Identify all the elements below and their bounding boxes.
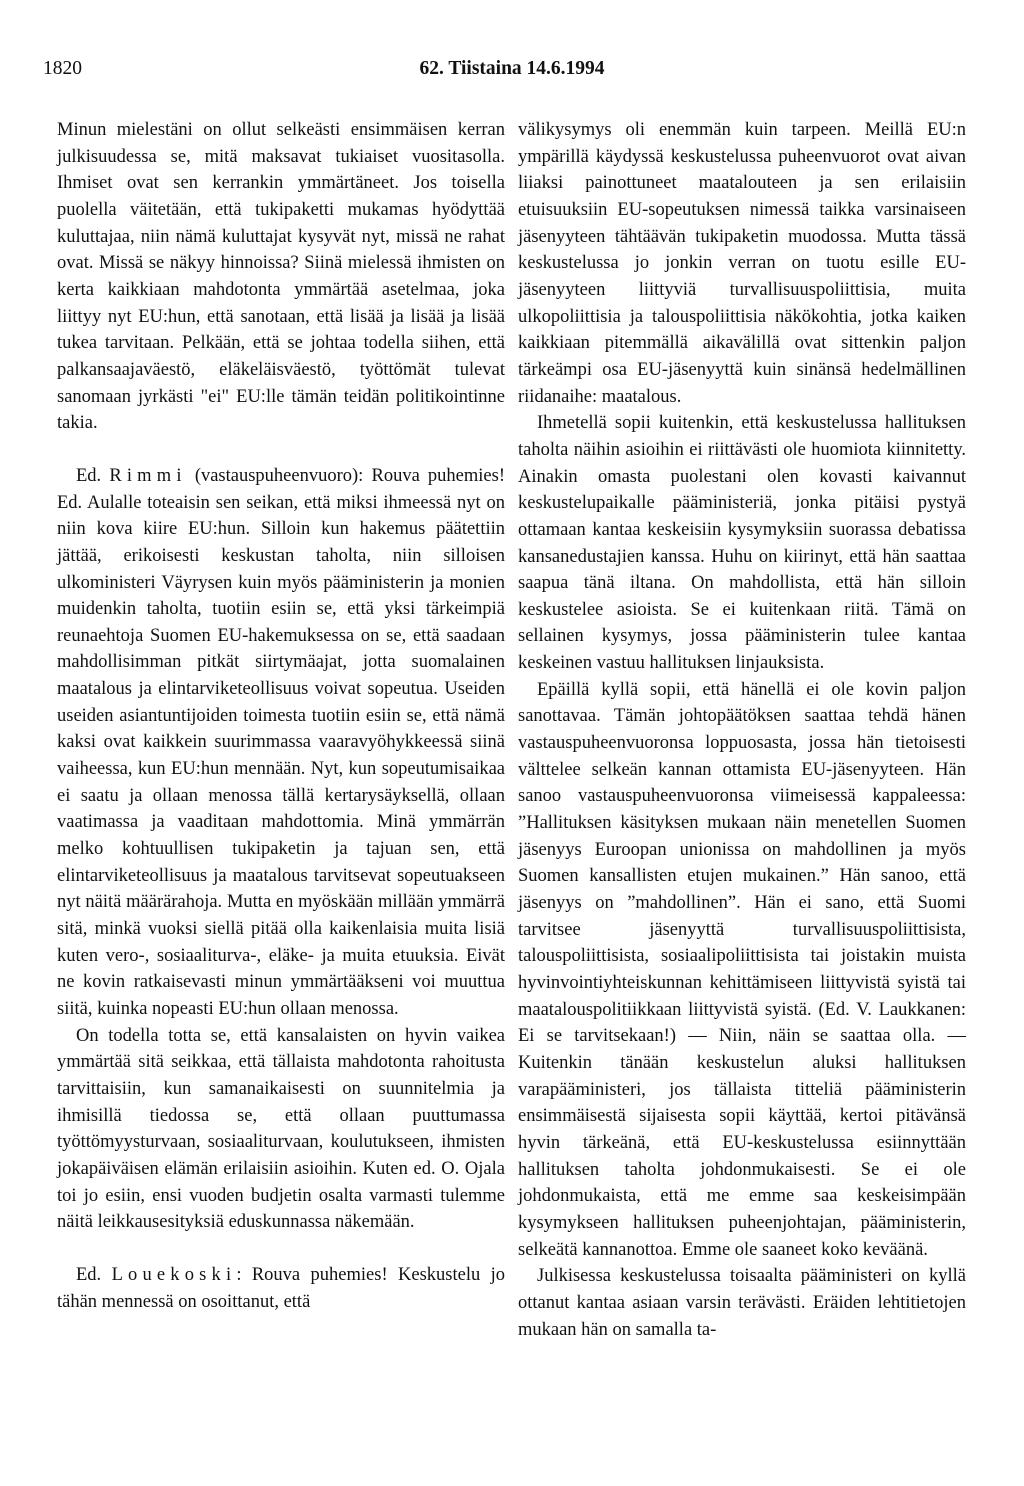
page-number: 1820 <box>43 58 82 79</box>
speaker-name: Louekoski <box>111 1264 237 1285</box>
paragraph: On todella totta se, että kansalaisten on hyvin vaikea ymmärtää sitä seikkaa, että tällaista mahdotonta rahoitusta tarvittaisiin, kun samanaikaisesti on suunnitelmia ja ihmisillä tiedossa se, että ollaan puuttumassa työttömyysturvaan, sosiaaliturvaan, koulutukseen, ihmisten jokapäiväisen elämän erilaisiin asioihin. Kuten ed. O. Ojala toi jo esiin, ensi vuoden budjetin osalta varmasti tulemme näitä leikkausesityksiä eduskunnassa näkemään. <box>57 1025 505 1233</box>
paragraph-gap <box>57 1236 505 1262</box>
paragraph: Julkisessa keskustelussa toisaalta pääministeri on kyllä ottanut kantaa asiaan varsin terävästi. Eräiden lehtitietojen mukaan hän on samalla ta- <box>518 1266 966 1340</box>
speech-paragraph <box>57 463 505 1023</box>
paragraph: välikysymys oli enemmän kuin tarpeen. Meillä EU:n ympärillä käydyssä keskustelussa puheenvuorot ovat aivan liiaksi painottuneet maatalouteen ja sen erilaisiin etuisuuksiin EU-sopeutuksen nimessä taikka varsinaiseen jäsenyyteen tähtäävän tukipaketin muodossa. Mutta tässä keskustelussa jo jonkin verran on tuotu esille EU-jäsenyyteen liittyviä turvallisuuspoliittisia, muita ulkopoliittisia ja talouspoliittisia näkökohtia, jotka kaiken kaikkiaan pitemmällä aikavälillä ovat sittenkin paljon tärkeämpi osa EU-jäsenyyttä kuin sinänsä hedelmällinen riidanaihe: maatalous. <box>518 120 966 407</box>
speech-text: (vastauspuheenvuoro): Rouva puhemies! Ed. Aulalle toteaisin sen seikan, että miksi ihmeessä nyt on niin kova kiire EU:hun. Silloin kun hakemus päätettiin jättää, erikoisesti keskustan taholta, niin silloisen ulkoministeri Väyrysen kuin myös pääministerin ja monien muidenkin taholta, tuotiin esiin se, että yksi tärkeimpiä reunaehtoja Suomen EU-hakemuksessa on se, että saadaan mahdollisimman pitkät siirtymäajat, jotta suomalainen maatalous ja elintarviketeollisuus voivat sopeutua. Useiden useiden asiantuntijoiden toimesta tuotiin esiin se, että nämä kaksi ovat kaikkein suurimmassa vaaravyöhykkeessä siinä vaiheessa, kun EU:hun mennään. Nyt, kun sopeutumisaikaa ei saatu ja ollaan menossa tällä kertarysäyksellä, ollaan vaatimassa ja vaaditaan mahdottomia. Minä ymmärrän melko kohtuullisen tukipaketin ja tajuan sen, että elintarviketeollisuus ja maatalous tarvitsevat sopeutuakseen nyt näitä määrärahoja. Mutta en myöskään millään ymmärrä sitä, minkä vuoksi siellä pitää olla kaikenlaisia muita lisiä kuten vero-, sosiaaliturva-, eläke- ja muita etuuksia. Eivät ne kovin ratkaisevasti minun ymmärtääkseni voi muuttua siitä, kuinka nopeasti EU:hun ollaan menossa. <box>57 465 505 1019</box>
paragraph-gap <box>57 437 505 463</box>
speaker-prefix: Ed. <box>76 1264 112 1285</box>
speech-paragraph <box>57 1262 505 1315</box>
page-header <box>43 56 981 82</box>
paragraph: Minun mielestäni on ollut selkeästi ensimmäisen kerran julkisuudessa se, mitä maksavat tukiaiset vuositasolla. Ihmiset ovat sen kerrankin ymmärtäneet. Jos toisella puolella väitetään, että tukipaketti mukamas hyödyttää kuluttajaa, niin nämä kuluttajat kysyvät nyt, missä ne rahat ovat. Missä se näkyy hinnoissa? Siinä mielessä ihmisten on kerta kaikkiaan mahdotonta ymmärtää asetelmaa, joka liittyy nyt EU:hun, että sanotaan, että lisää ja lisää ja lisää tukea tarvitaan. Pelkään, että se johtaa todella siihen, että palkansaajaväestö, eläkeläisväestö, työttömät tulevat sanomaan jyrkästi "ei" EU:lle tämän teidän politikointinne takia. <box>57 120 505 434</box>
paragraph: Epäillä kyllä sopii, että hänellä ei ole kovin paljon sanottavaa. Tämän johtopäätöksen saattaa tehdä hänen vastauspuheenvuoronsa loppuosasta, jossa hän tietoisesti välttelee selkeän kannan ottamista EU-jäsenyyteen. Hän sanoo vastauspuheenvuoronsa viimeisessä kappaleessa: ”Hallituksen käsityksen mukaan näin menetellen Suomen jäsenyys Euroopan unionissa on mahdollinen ja myös Suomen kansallisten etujen mukainen.” Hän sanoo, että jäsenyys on ”mahdollinen”. Hän ei sano, että Suomi tarvitsee jäsenyyttä turvallisuuspoliittisista, talouspoliittisista, sosiaalipoliittisista tai joistakin muista hyvinvointiyhteiskunnan kehittämiseen liittyvistä syistä tai maatalouspolitiikkaan liittyvistä syistä. (Ed. V. Laukkanen: Ei se tarvitsekaan!) — Niin, näin se saattaa olla. — Kuitenkin tänään keskustelun aluksi hallituksen varapääministeri, jos tällaista titteliä pääministerin ensimmäisestä sijaisesta sopii käyttää, kertoi pitävänsä hyvin tärkeänä, että EU-keskustelussa esiinnyttään hallituksen taholta johdonmukaisesti. Se ei ole johdonmukaista, että me emme saa keskeisimpään kysymykseen hallituksen puheenjohtajan, pääministerin, selkeätä kannanottoa. Emme ole saaneet koko keväänä. <box>518 679 966 1260</box>
speaker-name: Rimmi <box>109 465 187 486</box>
session-date: 62. Tiistaina 14.6.1994 <box>419 58 605 79</box>
paragraph: Ihmetellä sopii kuitenkin, että keskustelussa hallituksen taholta näihin asioihin ei riittävästi ole huomiota kiinnitetty. Ainakin omasta puolestani olen kovasti kaivannut keskustelupaikalle pääministeriä, jonka pitäisi pystyä ottamaan kantaa keskeisiin kysymyksiin suorassa debatissa kansanedustajien kanssa. Huhu on kiirinyt, että hän saattaa saapua tänä iltana. On mahdollista, että hän silloin keskustelee asioista. Se ei kuitenkaan riitä. Tämä on sellainen kysymys, jossa pääministerin tulee kantaa keskeinen vastuu hallituksen linjauksista. <box>518 413 966 674</box>
right-column <box>518 117 966 1343</box>
speech-text: : Rouva puhemies! Keskustelu jo tähän mennessä on osoittanut, että <box>57 1264 505 1312</box>
left-column <box>57 117 505 1315</box>
speaker-prefix: Ed. <box>76 465 110 486</box>
